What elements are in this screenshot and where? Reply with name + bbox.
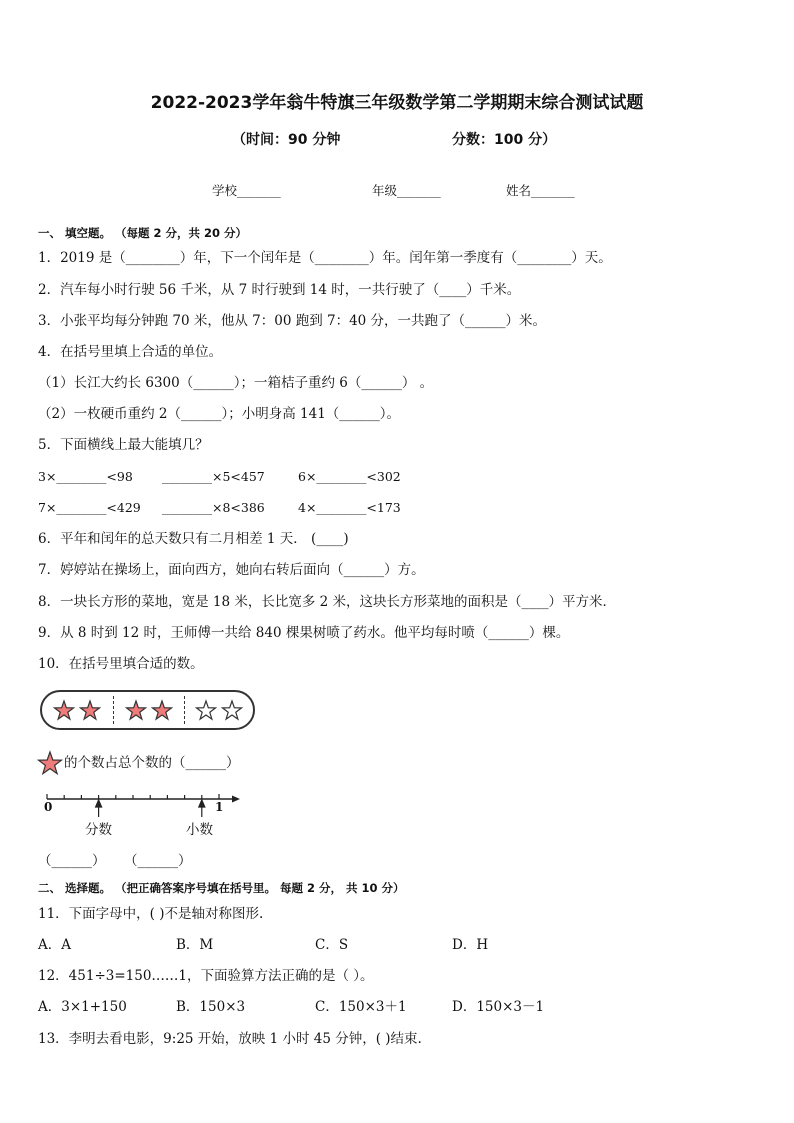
question-12: 12．451÷3=150……1，下面验算方法正确的是（ ）。	[38, 968, 374, 984]
q11-option: A．A	[38, 937, 71, 953]
q12-option: A．3×1+150	[38, 999, 127, 1015]
question-7: 7．婷婷站在操场上，面向西方，她向右转后面向（______）方。	[38, 562, 425, 578]
dashed-divider	[113, 696, 114, 724]
decimal-label: 小数	[186, 822, 213, 838]
question-6: 6．平年和闰年的总天数只有二月相差 1 天． (____)	[38, 531, 349, 547]
question-2: 2．汽车每小时行驶 56 千米，从 7 时行驶到 14 时，一共行驶了（____）千米。	[38, 282, 521, 298]
section2-heading: 二、 选择题。 （把正确答案序号填在括号里。 每题 2 分， 共 10 分）	[38, 881, 405, 895]
star-icon	[37, 750, 63, 776]
q5-item: 4×________<173	[298, 500, 401, 515]
school-field: 学校_______	[212, 183, 281, 198]
section1-heading: 一、 填空题。 （每题 2 分，共 20 分）	[38, 226, 248, 240]
question-9: 9．从 8 时到 12 时，王师傅一共给 840 棵果树喷了药水。他平均每时喷（______）棵。	[38, 625, 570, 641]
q12-option: B．150×3	[176, 999, 246, 1015]
decimal-arrow-icon	[199, 800, 205, 817]
number-line-start: 0	[44, 800, 53, 814]
q11-option: D．H	[452, 937, 489, 953]
q12-option: D．150×3－1	[452, 999, 545, 1015]
question-8: 8．一块长方形的菜地，宽是 18 米，长比宽多 2 米，这块长方形菜地的面积是（____）平方米．	[38, 594, 617, 610]
number-line	[38, 785, 248, 845]
answer-blank: （______）	[124, 853, 192, 869]
question-4: 4．在括号里填上合适的单位。	[38, 344, 223, 360]
filled-star-icon	[80, 701, 99, 719]
q11-option: B．M	[176, 937, 214, 953]
question-4-part-1: （1）长江大约长 6300（______）；一箱桔子重约 6（______） 。	[38, 375, 434, 391]
fraction-label: 分数	[85, 822, 112, 838]
question-3: 3．小张平均每分钟跑 70 米，他从 7：00 跑到 7：40 分，一共跑了（______）米。	[38, 313, 547, 329]
question-11: 11．下面字母中，( )不是轴对称图形.	[38, 906, 264, 922]
q12-option: C．150×3＋1	[315, 999, 407, 1015]
star-row	[42, 692, 253, 728]
grade-field: 年级_______	[372, 183, 441, 198]
q11-option: C．S	[315, 937, 349, 953]
filled-star-icon	[54, 701, 73, 719]
filled-star-icon	[126, 701, 145, 719]
number-line-ticks	[47, 794, 219, 799]
page-title: 2022-2023学年翁牛特旗三年级数学第二学期期末综合测试试题	[150, 93, 644, 113]
name-field: 姓名_______	[506, 183, 575, 198]
empty-star-icon	[196, 701, 215, 719]
q5-item: ________×5<457	[162, 469, 265, 484]
question-4-part-2: （2）一枚硬币重约 2（______）；小明身高 141（______）。	[38, 406, 401, 422]
star-fraction-text: 的个数占总个数的（______）	[64, 755, 240, 771]
empty-star-icon	[222, 701, 241, 719]
number-line-end: 1	[215, 800, 224, 814]
star-box	[40, 690, 255, 730]
question-13: 13．李明去看电影，9:25 开始，放映 1 小时 45 分钟，( )结束.	[38, 1031, 422, 1047]
q5-item: ________×8<386	[162, 500, 265, 515]
question-1: 1．2019 是（________）年，下一个闰年是（________）年。闰年第一季度有（________）天。	[38, 250, 612, 266]
question-5: 5．下面横线上最大能填几？	[38, 437, 209, 453]
answer-blank: （______）	[38, 853, 106, 869]
filled-star-icon	[152, 701, 171, 719]
fraction-arrow-icon	[96, 800, 102, 817]
q5-item: 7×________<429	[38, 500, 141, 515]
exam-score: 分数：100 分）	[452, 132, 557, 148]
q5-item: 6×________<302	[298, 469, 401, 484]
q5-item: 3×________<98	[38, 469, 133, 484]
dashed-divider	[184, 696, 185, 724]
question-10: 10．在括号里填合适的数。	[38, 656, 204, 672]
exam-time: （时间：90 分钟	[232, 132, 341, 148]
